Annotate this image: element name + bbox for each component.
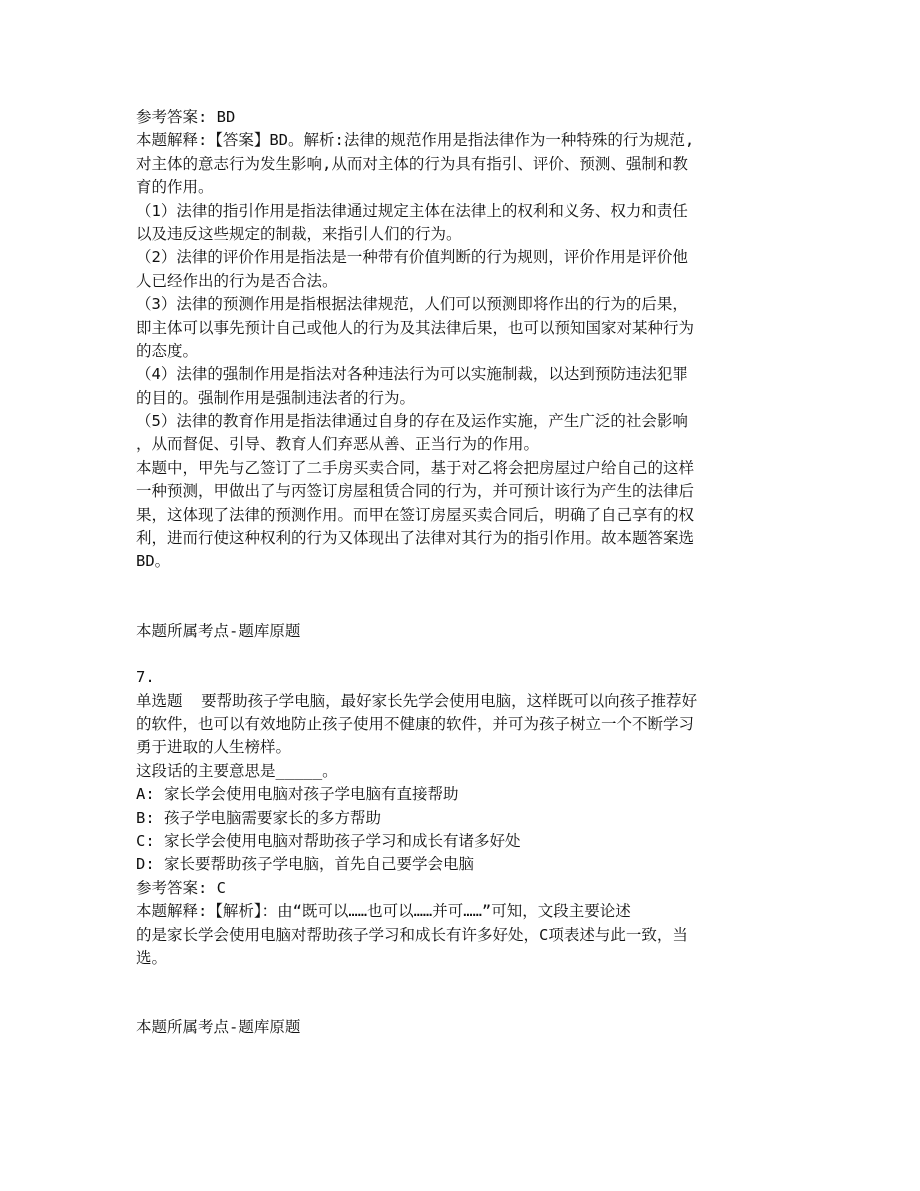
q7-explanation-line: 的是家长学会使用电脑对帮助孩子学习和成长有许多好处，C项表述与此一致，当 (136, 925, 688, 944)
q7-number: 7. (136, 668, 155, 687)
q6-explanation-line: （3）法律的预测作用是指根据法律规范，人们可以预测即将作出的行为的后果， (136, 295, 688, 314)
q6-explanation-line: 的态度。 (136, 341, 199, 360)
q6-explanation-line: （2）法律的评价作用是指法是一种带有价值判断的行为规则，评价作用是评价他 (136, 248, 688, 267)
q7-options (136, 783, 788, 877)
q7-stem (136, 690, 788, 784)
q6-explanation-line: 果，这体现了法律的预测作用。而甲在签订房屋买卖合同后，明确了自己享有的权 (136, 505, 695, 524)
q6-explanation (136, 129, 788, 573)
q6-answer-section (136, 106, 788, 574)
q7-stem-line: 勇于进取的人生榜样。 (136, 738, 292, 757)
q6-explanation-line: BD。 (136, 552, 171, 571)
q6-explanation-line: 的目的。强制作用是强制违法者的行为。 (136, 388, 416, 407)
q6-explanation-line: 人已经作出的行为是否合法。 (136, 271, 338, 290)
q7-answer: 参考答案: C (136, 878, 226, 897)
q6-explanation-line: ，从而督促、引导、教育人们弃恶从善、正当行为的作用。 (136, 435, 540, 454)
q7-option-a: A: 家长学会使用电脑对孩子学电脑有直接帮助 (136, 785, 459, 804)
q6-topic: 本题所属考点-题库原题 (136, 621, 301, 640)
q6-explanation-line: 利，进而行使这种权利的行为又体现出了法律对其行为的指引作用。故本题答案选 (136, 529, 695, 548)
q6-explanation-line: 本题中，甲先与乙签订了二手房买卖合同，基于对乙将会把房屋过户给自己的这样 (136, 458, 695, 477)
q7-option-b: B: 孩子学电脑需要家长的多方帮助 (136, 808, 381, 827)
q6-explanation-line: （1）法律的指引作用是指法律通过规定主体在法律上的权利和义务、权力和责任 (136, 201, 688, 220)
q6-explanation-line: （4）法律的强制作用是指法对各种违法行为可以实施制裁，以达到预防违法犯罪 (136, 365, 688, 384)
q6-explanation-line: 以及违反这些规定的制裁，来指引人们的行为。 (136, 224, 462, 243)
q6-explanation-line: 一种预测，甲做出了与丙签订房屋租赁合同的行为，并可预计该行为产生的法律后 (136, 482, 695, 501)
q6-explanation-line: 即主体可以事先预计自己或他人的行为及其法律后果，也可以预知国家对某种行为 (136, 318, 695, 337)
q6-explanation-line: （5）法律的教育作用是指法律通过自身的存在及运作实施，产生广泛的社会影响 (136, 412, 688, 431)
q7-topic: 本题所属考点-题库原题 (136, 1018, 301, 1037)
q7-option-d: D: 家长要帮助孩子学电脑，首先自己要学会电脑 (136, 855, 474, 874)
q7-stem-line: 单选题 要帮助孩子学电脑，最好家长先学会使用电脑，这样既可以向孩子推荐好 (136, 691, 698, 710)
q7-explanation (136, 900, 788, 970)
q6-explanation-line: 本题解释:【答案】BD。解析:法律的规范作用是指法律作为一种特殊的行为规范, (136, 131, 695, 150)
q7-option-c: C: 家长学会使用电脑对帮助孩子学习和成长有诸多好处 (136, 831, 521, 850)
q7-explanation-line: 选。 (136, 948, 168, 967)
q6-explanation-line: 对主体的意志行为发生影响,从而对主体的行为具有指引、评价、预测、强制和教 (136, 154, 688, 173)
q7-section (136, 666, 788, 970)
q7-explanation-line: 本题解释:【解析】：由“既可以……也可以……并可……”可知，文段主要论述 (136, 902, 631, 921)
q6-answer: 参考答案: BD (136, 108, 236, 126)
q6-explanation-line: 育的作用。 (136, 178, 214, 197)
q7-stem-line: 这段话的主要意思是_____。 (136, 761, 338, 780)
q7-stem-line: 的软件，也可以有效地防止孩子使用不健康的软件，并可为孩子树立一个不断学习 (136, 714, 695, 733)
document-page (136, 106, 788, 1040)
